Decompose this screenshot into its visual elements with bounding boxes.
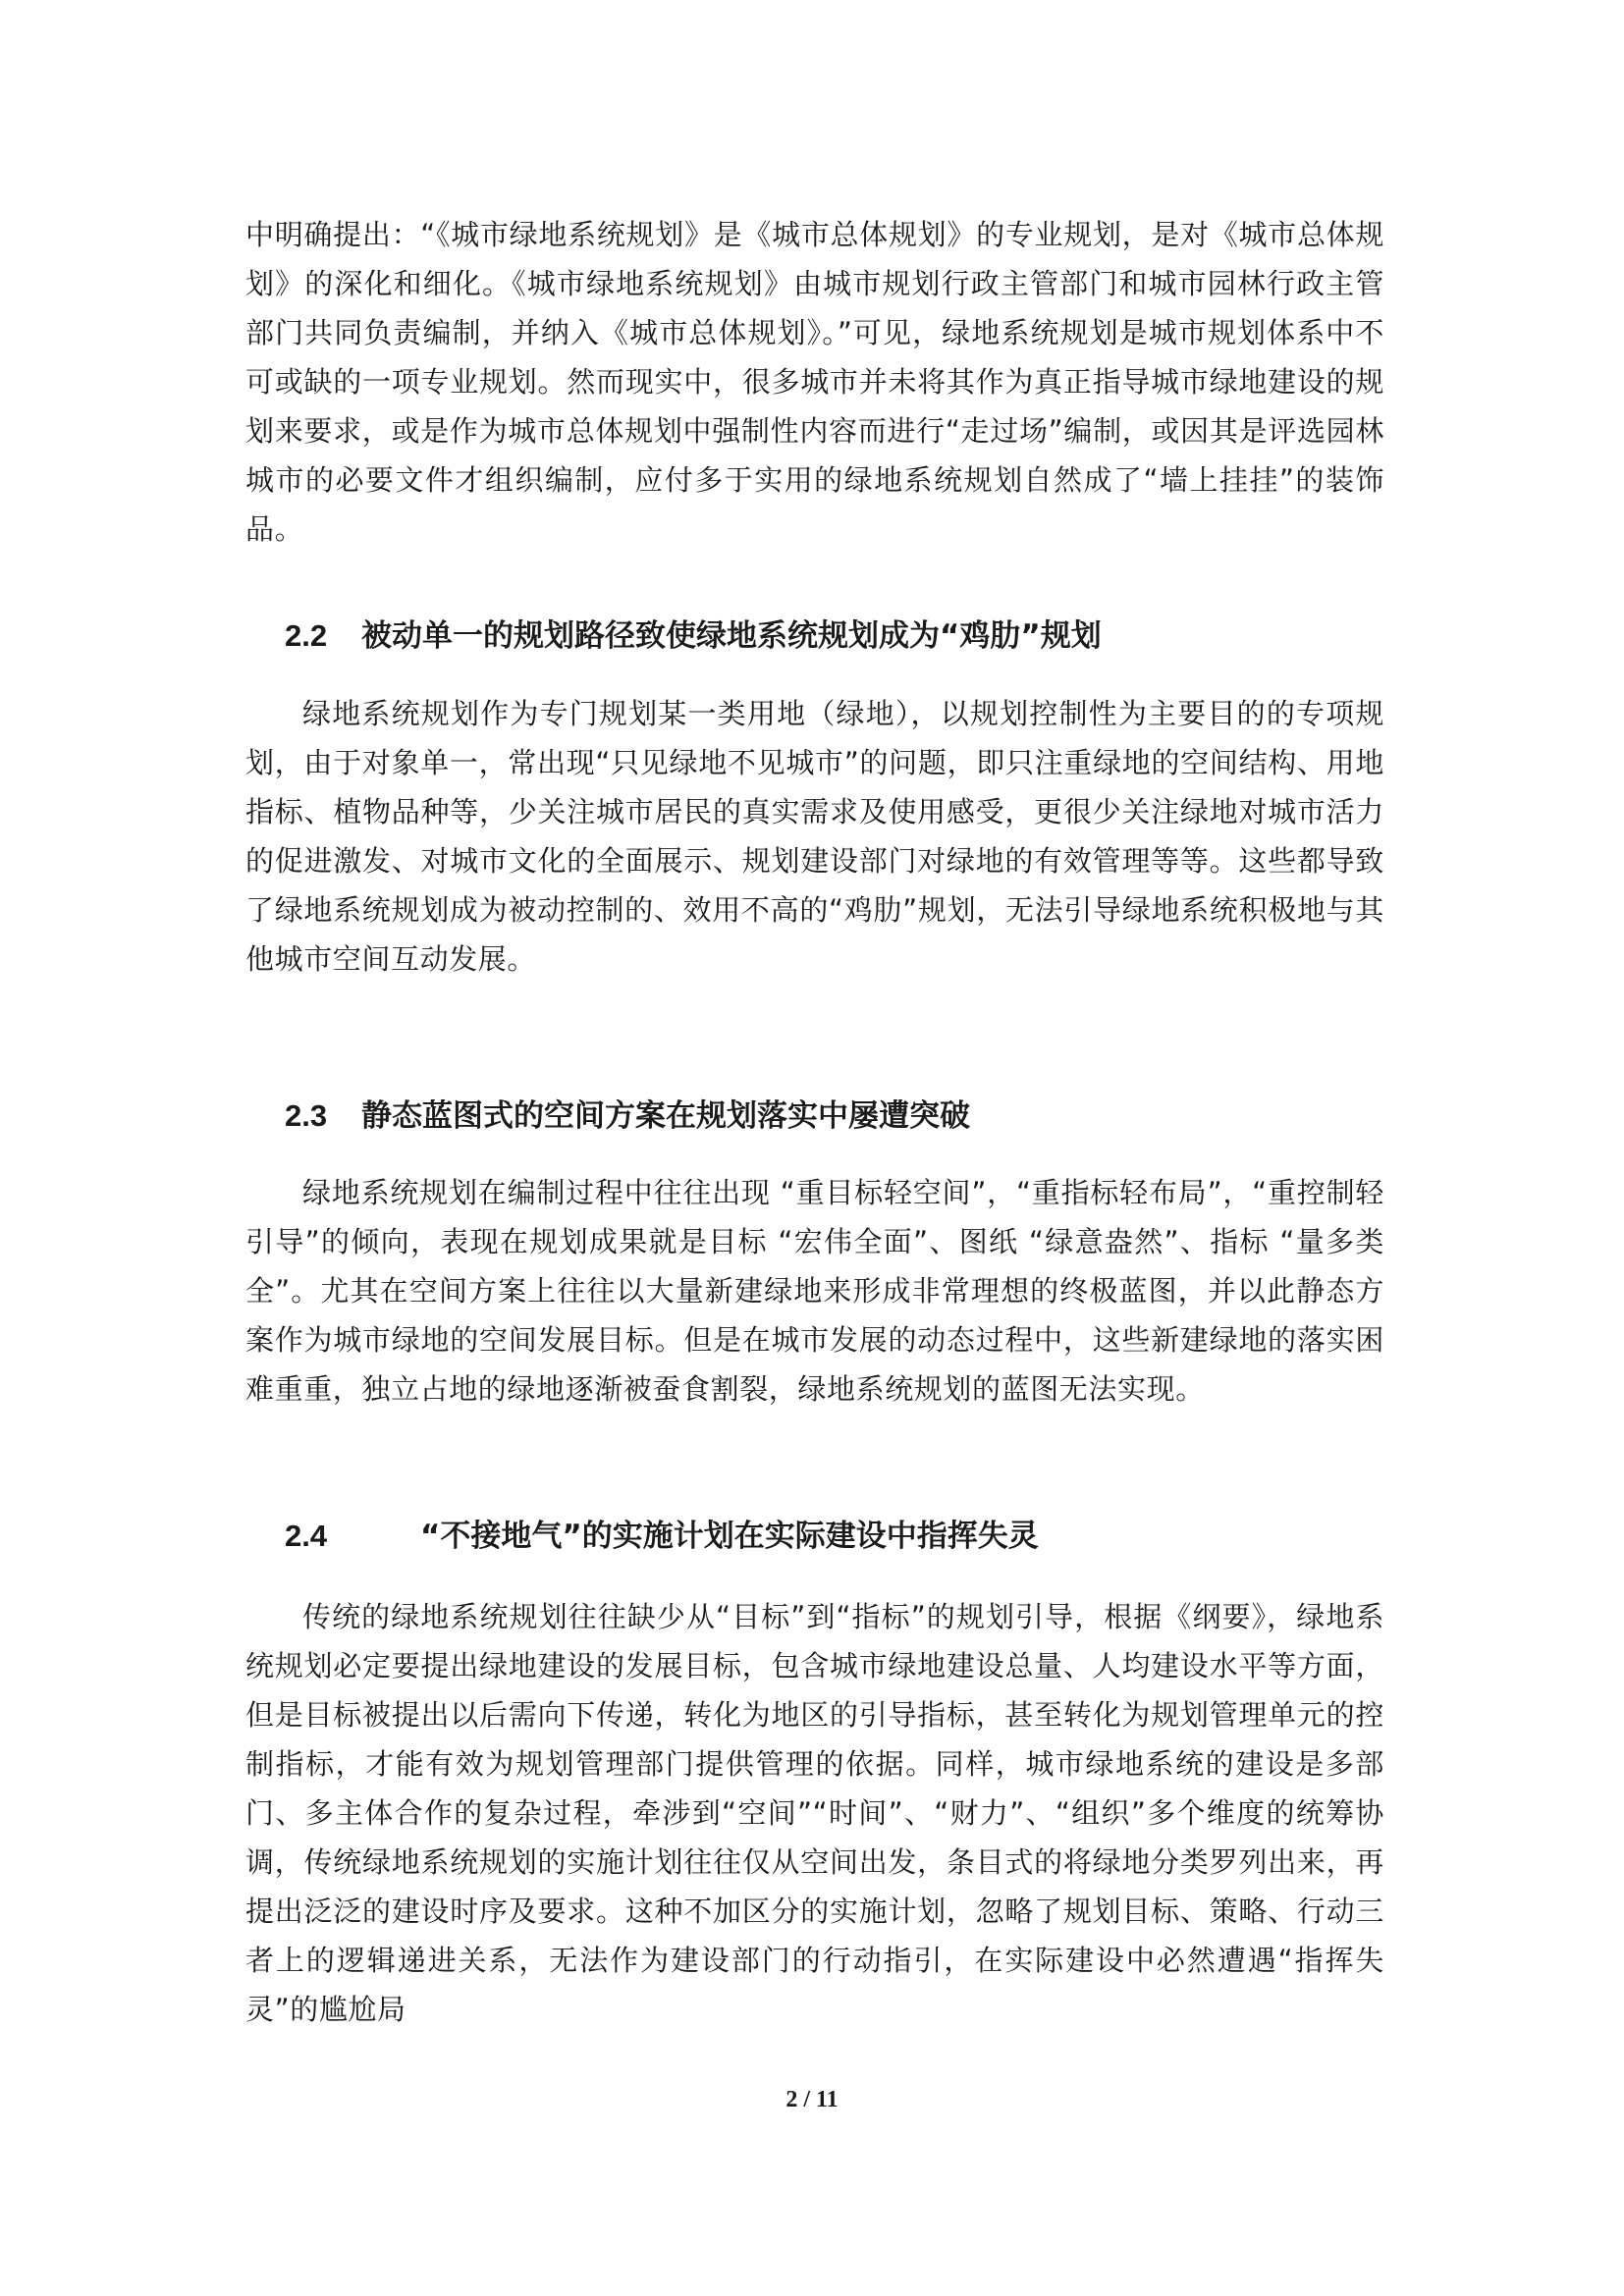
section-title: “不接地气”的实施计划在实际建设中指挥失灵 bbox=[420, 1519, 1039, 1554]
section-number: 2.4 bbox=[285, 1519, 328, 1553]
section-heading-2-4 bbox=[285, 1515, 1365, 1558]
intro-paragraph: 中明确提出：“《城市绿地系统规划》是《城市总体规划》的专业规划，是对《城市总体规划》的深化和细化。《城市绿地系统规划》由城市规划行政主管部门和城市园林行政主管部门共同负责编制，并纳入《城市总体规划》。”可见，绿地系统规划是城市规划体系中不可或缺的一项专业规划。然而现实中，很多城市并未将其作为真正指导城市绿地建设的规划来要求，或是作为城市总体规划中强制性内容而进行“走过场”编制，或因其是评选园林城市的必要文件才组织编制，应付多于实用的绿地系统规划自然成了“墙上挂挂”的装饰品。 bbox=[245, 218, 1384, 546]
section-title: 静态蓝图式的空间方案在规划落实中屡遭突破 bbox=[361, 1098, 970, 1134]
section-number: 2.2 bbox=[285, 618, 328, 653]
section-title: 被动单一的规划路径致使绿地系统规划成为“鸡肋”规划 bbox=[361, 618, 1102, 654]
section-heading-2-2 bbox=[285, 614, 1365, 658]
section-2-3-paragraph: 绿地系统规划在编制过程中往往出现 “重目标轻空间”，“重指标轻布局”，“重控制轻引导”的倾向，表现在规划成果就是目标 “宏伟全面”、图纸 “绿意盎然”、指标 “量多类全”。尤其在空间方案上往往以大量新建绿地来形成非常理想的终极蓝图，并以此静态方案作为城市绿地的空间发展目标。但是在城市发展的动态过程中，这些新建绿地的落实困难重重，独立占地的绿地逐渐被蚕食割裂，绿地系统规划的蓝图无法实现。 bbox=[245, 1176, 1384, 1406]
section-number: 2.3 bbox=[285, 1098, 328, 1133]
section-2-2-paragraph: 绿地系统规划作为专门规划某一类用地（绿地），以规划控制性为主要目的的专项规划，由于对象单一，常出现“只见绿地不见城市”的问题，即只注重绿地的空间结构、用地指标、植物品种等，少关注城市居民的真实需求及使用感受，更很少关注绿地对城市活力的促进激发、对城市文化的全面展示、规划建设部门对绿地的有效管理等等。这些都导致了绿地系统规划成为被动控制的、效用不高的“鸡肋”规划，无法引导绿地系统积极地与其他城市空间互动发展。 bbox=[245, 697, 1384, 976]
page-number: 2 / 11 bbox=[785, 2087, 839, 2112]
section-2-4-paragraph: 传统的绿地系统规划往往缺少从“目标”到“指标”的规划引导，根据《纲要》，绿地系统规划必定要提出绿地建设的发展目标，包含城市绿地建设总量、人均建设水平等方面，但是目标被提出以后需向下传递，转化为地区的引导指标，甚至转化为规划管理单元的控制指标，才能有效为规划管理部门提供管理的依据。同样，城市绿地系统的建设是多部门、多主体合作的复杂过程，牵涉到“空间”“时间”、“财力”、“组织”多个维度的统筹协调，传统绿地系统规划的实施计划往往仅从空间出发，条目式的将绿地分类罗列出来，再提出泛泛的建设时序及要求。这种不加区分的实施计划，忽略了规划目标、策略、行动三者上的逻辑递进关系，无法作为建设部门的行动指引，在实际建设中必然遭遇“指挥失灵”的尴尬局 bbox=[245, 1600, 1384, 2026]
section-heading-2-3 bbox=[285, 1095, 1365, 1138]
